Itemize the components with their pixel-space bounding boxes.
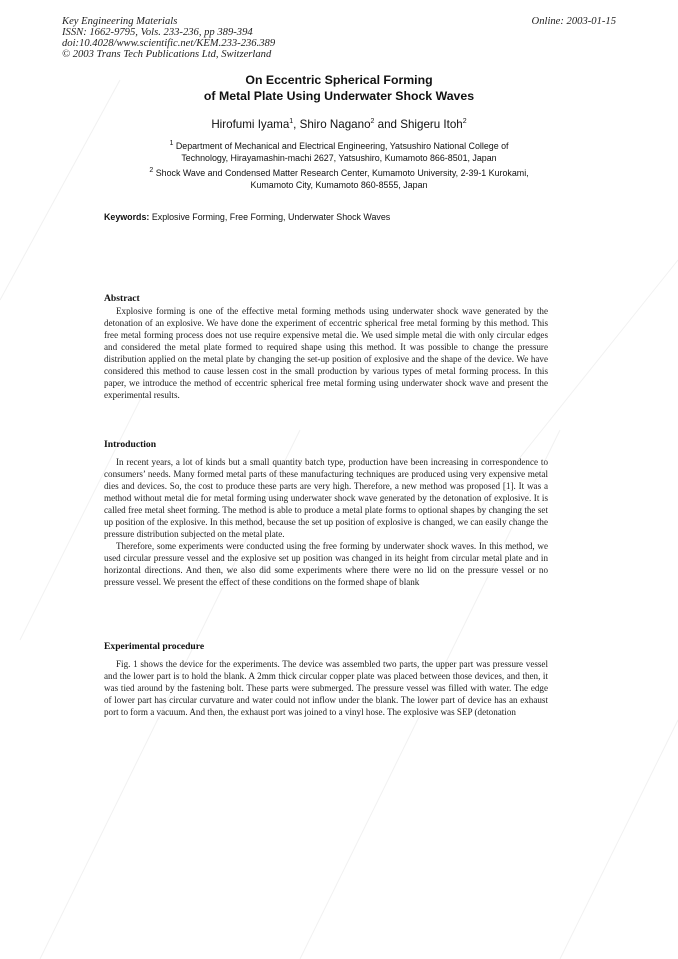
author-name: Hirofumi Iyama: [211, 118, 290, 131]
paragraph: Fig. 1 shows the device for the experiments. The device was assembled two parts, the upper part was pressure vessel and the lower part is to hold the blank. A 2mm thick circular copper plate was placed between those devices, and then, it was tied around by the fastening bolt. These parts were submerged. The pressure vessel was filled with water. The edge of lower part has circular curvature and water could not inflow under the blank. The lower part of device has an exhaust port to form a vacuum. And then, the exhaust port was joined to a vinyl hose. The explosive was SEP (detonation: [104, 659, 548, 717]
author-separator: ,: [293, 118, 300, 131]
affiliation-mark: 2: [149, 167, 154, 175]
journal-copyright: © 2003 Trans Tech Publications Ltd, Switzerland: [62, 49, 272, 60]
experimental-body: [104, 658, 548, 718]
affiliation-line: Shock Wave and Condensed Matter Research Center, Kumamoto University, 2-39-1 Kurokami,: [155, 168, 529, 178]
affiliation-1: [80, 140, 598, 164]
author-affil-mark: 1: [289, 118, 294, 126]
keywords-text: Explosive Forming, Free Forming, Underwater Shock Waves: [149, 212, 391, 222]
author-affil-mark: 2: [462, 118, 467, 126]
paper-title: [0, 72, 678, 104]
keywords-label: Keywords:: [104, 212, 150, 222]
affiliation-mark: 1: [169, 140, 174, 148]
experimental-heading: Experimental procedure: [104, 641, 205, 652]
author-list: [0, 118, 678, 131]
paragraph: Therefore, some experiments were conducted using the free forming by underwater shock waves. In this method, we used circular pressure vessel and the explosive set up position was changed in its height from circular metal plate and in horizontal directions. And then, we also did some experiments where there were no lid on the pressure vessel or no pressure vessel. We present the effect of these conditions on the formed shape of blank: [104, 541, 548, 587]
title-line-1: On Eccentric Spherical Forming: [245, 73, 433, 87]
author-name: Shigeru Itoh: [400, 118, 463, 131]
paragraph: Explosive forming is one of the effective metal forming methods using underwater shock wave generated by the detonation of an explosive. We have done the experiment of eccentric spherical free metal forming by this method. This free metal forming process does not use require expensive metal die. We used simple metal die with only circular edges and considered the metal plate formed to required shape using this method. It was possible to change the pressure distribution applied on the metal plate by changing the set-up position of explosive and the shape of the device. We have considered this method to cause lessen cost in the small production by various types of metal forming process. In this paper, we introduce the method of eccentric spherical free metal forming using underwater shock wave and present the experimental results.: [104, 306, 548, 400]
affiliation-line: Department of Mechanical and Electrical Engineering, Yatsushiro National College of: [175, 141, 509, 151]
introduction-heading: Introduction: [104, 439, 157, 450]
author-separator: and: [374, 118, 401, 131]
introduction-body: [104, 456, 548, 588]
journal-doi[interactable]: doi:10.4028/www.scientific.net/KEM.233-236.389: [62, 38, 276, 49]
journal-info: [62, 16, 392, 60]
abstract-body: [104, 305, 548, 401]
title-line-2: of Metal Plate Using Underwater Shock Waves: [203, 89, 475, 103]
online-date: Online: 2003-01-15: [531, 16, 616, 27]
affiliation-line: Kumamoto City, Kumamoto 860-8555, Japan: [250, 180, 428, 190]
abstract-heading: Abstract: [104, 293, 140, 304]
author-name: Shiro Nagano: [299, 118, 371, 131]
affiliation-2: [80, 167, 598, 191]
paragraph: In recent years, a lot of kinds but a small quantity batch type, production have been increasing in correspondence to consumers’ needs. Many formed metal parts of these manufacturing techniques are produced using very expensive metal dies and devices. So, the cost to produce these parts are very high. Therefore, a new method was proposed [1]. It was a method without metal die for metal forming using underwater shock wave generated by the detonation of explosive. It is called free metal sheet forming. The method is able to produce a metal plate forms to optional shapes by changing the set up position of the explosive. In this method, because the set up position of explosive is changed, we can easily change the pressure distribution subjected on the metal plate.: [104, 457, 548, 539]
keywords: [104, 212, 390, 222]
affiliation-line: Technology, Hirayamashin-machi 2627, Yatsushiro, Kumamoto 866-8501, Japan: [181, 153, 497, 163]
journal-name: Key Engineering Materials: [62, 16, 178, 27]
journal-issn: ISSN: 1662-9795, Vols. 233-236, pp 389-394: [62, 27, 253, 38]
author-affil-mark: 2: [370, 118, 375, 126]
